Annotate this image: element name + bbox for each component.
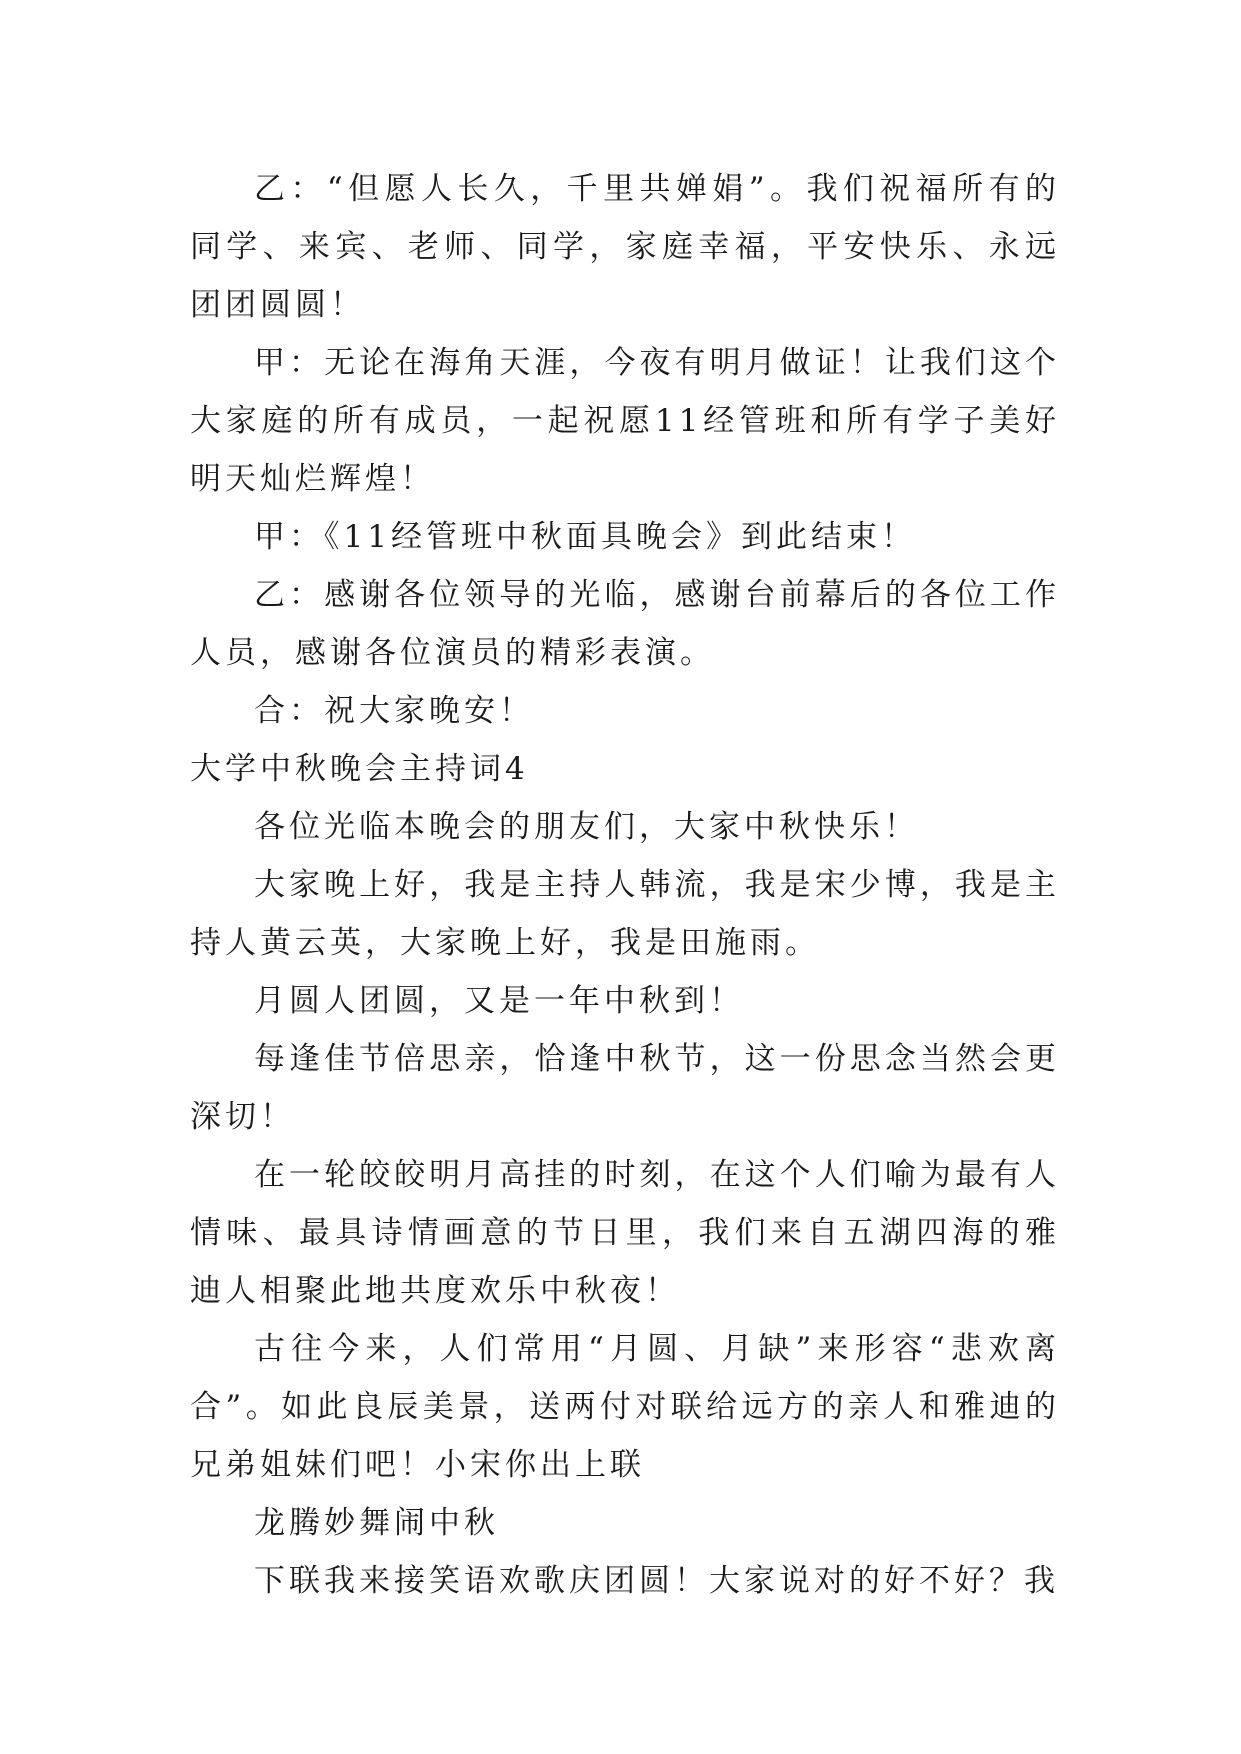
paragraph: 乙：感谢各位领导的光临，感谢台前幕后的各位工作人员，感谢各位演员的精彩表演。 xyxy=(190,577,1060,671)
paragraph: 大家晚上好，我是主持人韩流，我是宋少博，我是主持人黄云英，大家晚上好，我是田施雨。 xyxy=(190,867,1060,961)
paragraph: 在一轮皎皎明月高挂的时刻，在这个人们喻为最有人情味、最具诗情画意的节日里，我们来自五湖四海的雅迪人相聚此地共度欢乐中秋夜！ xyxy=(190,1157,1060,1309)
paragraph: 甲：《11经管班中秋面具晚会》到此结束！ xyxy=(254,519,916,555)
paragraph: 龙腾妙舞闹中秋 xyxy=(254,1505,499,1541)
section-heading: 大学中秋晚会主持词4 xyxy=(190,751,529,787)
paragraph: 合：祝大家晚安！ xyxy=(254,693,534,729)
paragraph: 各位光临本晚会的朋友们，大家中秋快乐！ xyxy=(254,809,919,845)
paragraph: 每逢佳节倍思亲，恰逢中秋节，这一份思念当然会更深切！ xyxy=(190,1041,1060,1135)
document-body xyxy=(190,160,1060,1610)
paragraph: 月圆人团圆，又是一年中秋到！ xyxy=(254,983,744,1019)
paragraph: 甲：无论在海角天涯，今夜有明月做证！让我们这个大家庭的所有成员，一起祝愿11经管班和所有学子美好明天灿烂辉煌！ xyxy=(190,345,1060,497)
paragraph: 乙：“但愿人长久，千里共婵娟”。我们祝福所有的同学、来宾、老师、同学，家庭幸福，平安快乐、永远团团圆圆！ xyxy=(190,171,1060,323)
paragraph: 下联我来接笑语欢歌庆团圆！大家说对的好不好？我 xyxy=(254,1563,1059,1599)
paragraph: 古往今来，人们常用“月圆、月缺”来形容“悲欢离合”。如此良辰美景，送两付对联给远方的亲人和雅迪的兄弟姐妹们吧！小宋你出上联 xyxy=(190,1331,1060,1483)
